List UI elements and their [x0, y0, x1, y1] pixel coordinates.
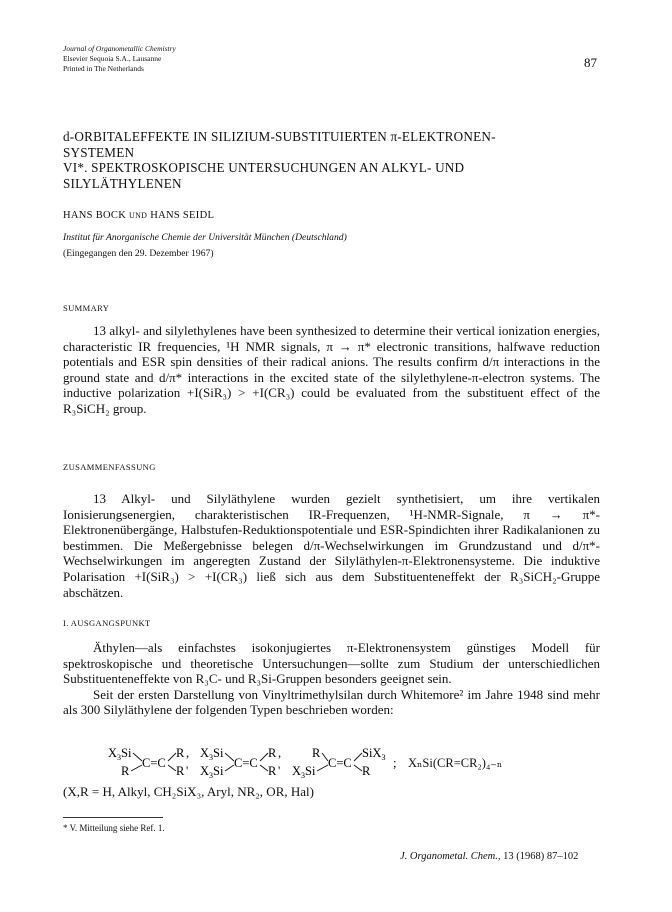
substituent-legend-text: (X,R = H, Alkyl, CH₂SiX₃, Aryl, NR₂, OR, Hal)	[63, 784, 314, 799]
summary-heading: SUMMARY	[63, 303, 110, 313]
affiliation: Institut für Anorganische Chemie der Universität München (Deutschland)	[63, 232, 347, 243]
substituent-legend	[63, 784, 600, 800]
svg-text:C=C: C=C	[234, 756, 258, 770]
svg-text:R: R	[176, 746, 185, 760]
article-title	[63, 129, 623, 191]
author-conjunction: UND	[129, 211, 148, 220]
publisher-line: Elsevier Sequoia S.A., Lausanne	[63, 54, 162, 63]
received-date: (Eingegangen den 29. Dezember 1967)	[63, 248, 214, 259]
svg-text:R: R	[268, 764, 277, 778]
section-heading: I. AUSGANGSPUNKT	[63, 618, 151, 628]
formula-general: XₙSi(CR=CR₂)₄₋ₙ	[408, 756, 503, 770]
svg-text:C=C: C=C	[328, 756, 352, 770]
footnote-rule	[63, 817, 163, 818]
summary-paragraph: 13 alkyl- and silylethylenes have been synthesized to determine their vertical ionization energies, characteristic IR frequencies, ¹H NMR signals, π → π* electronic transitions, halfwave reduction potentials and ESR spin densities of their radical anions. The results confirm d/π interactions in the ground state and d/π* interactions in the excited state of the silylethylene-π-electron systems. The inductive polarization +I(SiR₃) > +I(CR₃) could be evaluated from the substituent effect of the R₃SiCH₂ group.	[63, 323, 600, 416]
section-paragraph-2: Seit der ersten Darstellung von Vinyltrimethylsilan durch Whitemore² im Jahre 1948 sind mehr als 300 Silyläthylene der folgenden Typen beschrieben worden:	[63, 686, 600, 718]
summary-text	[63, 323, 600, 417]
svg-text:R: R	[176, 764, 185, 778]
svg-text:R: R	[121, 764, 130, 778]
svg-text:,: ,	[278, 746, 282, 760]
svg-text:X3Si: $X_3Si$	[200, 764, 224, 780]
title-line-4: SILYLÄTHYLENEN	[63, 175, 182, 191]
journal-citation	[400, 851, 578, 862]
svg-text:R: R	[268, 746, 277, 760]
structural-formulas	[108, 744, 578, 784]
svg-text:,: ,	[186, 746, 190, 760]
author-2: HANS SEIDL	[150, 210, 215, 221]
page-number: 87	[584, 55, 597, 70]
title-line-3: VI*. SPEKTROSKOPISCHE UNTERSUCHUNGEN AN ALKYL- UND	[63, 160, 465, 175]
zusammenfassung-text	[63, 491, 600, 600]
zusammenfassung-paragraph: 13 Alkyl- und Silyläthylene wurden gezielt synthetisiert, um ihre vertikalen Ionisierungsenergien, charakteristischen IR-Frequenzen, ¹H-NMR-Signale, π → π*-Elektronenübergänge, Halbstufen-Reduktionspotentiale und ESR-Spindichten ihrer Radikalanionen zu bestimmen. Die Meßergebnisse belegen d/π-Wechselwirkungen im Grundzustand und d/π*-Wechselwirkungen im angeregten Zustand der Silyläthylen-π-Elektronensysteme. Die induktive Polarisation +I(SiR₃) > +I(CR₃) ließ sich aus dem Substituenteneffekt der R₃SiCH₂-Gruppe abschätzen.	[63, 491, 600, 600]
svg-text:X3Si: $X_3Si$	[292, 764, 316, 780]
svg-text:SiX3: SiX$_3$	[362, 746, 386, 762]
svg-text:X3Si: $X_3Si$	[108, 746, 132, 762]
printed-line: Printed in The Netherlands	[63, 64, 144, 73]
title-line-2: SYSTEMEN	[63, 144, 135, 160]
citation-journal: J. Organometal. Chem.,	[400, 851, 501, 862]
footnote: * V. Mitteilung siehe Ref. 1.	[63, 823, 165, 833]
authors	[63, 210, 214, 221]
section-paragraph-1: Äthylen—als einfachstes isokonjugiertes π-Elektronensystem günstiges Modell für spektroskopische und theoretische Untersuchungen—sollte zum Studium der unterschiedlichen Substituenteneffekte von R₃C- und R₃Si-Gruppen besonders geeignet sein.	[63, 640, 600, 687]
journal-header	[63, 44, 176, 74]
svg-text:C=C: C=C	[142, 756, 166, 770]
author-1: HANS BOCK	[63, 210, 127, 221]
section-body	[63, 640, 600, 718]
svg-text:;: ;	[393, 756, 397, 770]
journal-name: Journal of Organometallic Chemistry	[63, 44, 176, 53]
svg-text:X3Si: $X_3Si$	[200, 746, 224, 762]
svg-text:': '	[278, 764, 281, 778]
formula-drawing	[108, 744, 578, 780]
svg-text:R: R	[362, 764, 371, 778]
title-line-1: d-ORBITALEFFEKTE IN SILIZIUM-SUBSTITUIERTEN π-ELEKTRONEN-	[63, 129, 496, 144]
svg-text:': '	[186, 764, 189, 778]
citation-volume: 13 (1968) 87–102	[503, 851, 579, 862]
zusammenfassung-heading: ZUSAMMENFASSUNG	[63, 462, 156, 472]
svg-text:R: R	[312, 746, 321, 760]
